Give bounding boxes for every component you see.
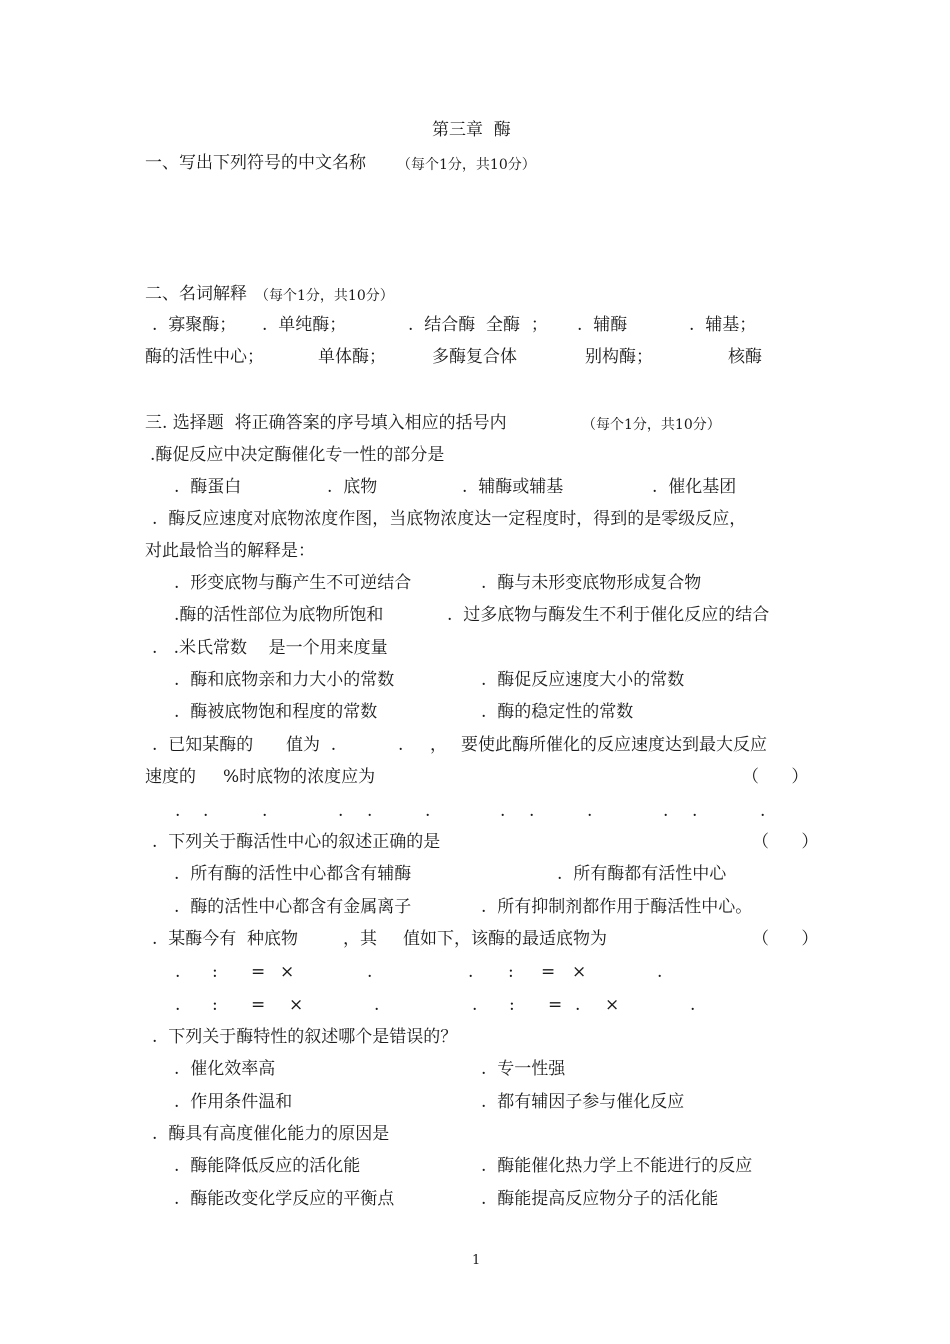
q5-option-d: . 所有抑制剂都作用于酶活性中心。 — [481, 897, 753, 917]
section2-heading: 二、名词解释 — [145, 284, 247, 304]
q5-answer-paren: （ ） — [752, 832, 819, 852]
q2-option-c: .酶的活性部位为底物所饱和 — [174, 605, 384, 625]
q4-dot: . — [338, 801, 344, 821]
q6-stem-part1: . 某酶今有 种底物 — [152, 929, 299, 949]
q6-stem-part2: ，其 — [343, 929, 377, 949]
q1-option-b: . 底物 — [327, 477, 378, 497]
q4-dot: . — [203, 801, 209, 821]
q4-answer-paren: （ ） — [742, 767, 809, 787]
q6-row2-token: . — [472, 995, 478, 1015]
section2-score: （每个1分，共10分） — [255, 288, 394, 304]
term-6: 酶的活性中心； — [145, 347, 264, 367]
q8-option-b: . 酶能催化热力学上不能进行的反应 — [481, 1156, 753, 1176]
q3-option-a: . 酶和底物亲和力大小的常数 — [174, 670, 395, 690]
q5-option-a: . 所有酶的活性中心都含有辅酶 — [174, 864, 412, 884]
q6-row2-token: . — [374, 995, 380, 1015]
q5-option-c: . 酶的活性中心都含有金属离子 — [174, 897, 412, 917]
page-number: 1 — [472, 1253, 481, 1268]
section1-heading: 一、写出下列符号的中文名称 — [145, 153, 366, 173]
q7-option-c: . 作用条件温和 — [174, 1092, 293, 1112]
term-1: . 寡聚酶； — [152, 315, 237, 335]
q1-option-c: . 辅酶或辅基 — [462, 477, 564, 497]
q6-row1-token: : — [212, 962, 218, 982]
q3-option-b: . 酶促反应速度大小的常数 — [481, 670, 685, 690]
q7-option-d: . 都有辅因子参与催化反应 — [481, 1092, 685, 1112]
q4-stem-part1: . 已知某酶的 — [152, 735, 254, 755]
q6-row2-token: . — [175, 995, 181, 1015]
q7-option-b: . 专一性强 — [481, 1059, 566, 1079]
q4-dot: . — [529, 801, 535, 821]
q6-row2-token: = — [548, 995, 563, 1015]
q6-row2-token: : — [509, 995, 515, 1015]
q3-stem: . .米氏常数 是一个用来度量 — [152, 638, 388, 658]
q4-dot: . — [760, 801, 766, 821]
q6-answer-paren: （ ） — [752, 929, 819, 949]
q4-dot: . — [425, 801, 431, 821]
q6-row1-token: . — [468, 962, 474, 982]
q4-stem-part3: . — [398, 735, 404, 755]
q7-stem: . 下列关于酶特性的叙述哪个是错误的？ — [152, 1027, 458, 1047]
q6-row2-token: = — [251, 995, 266, 1015]
section1-score: （每个1分，共10分） — [397, 157, 536, 173]
q6-stem-part3: 值如下，该酶的最适底物为 — [403, 929, 607, 949]
term-3: . 结合酶 全酶 ； — [408, 315, 548, 335]
section3-score: （每个1分，共10分） — [582, 417, 721, 433]
q5-option-b: . 所有酶都有活性中心 — [557, 864, 727, 884]
q4-dot: . — [692, 801, 698, 821]
q4-stem-part2: 值为 . — [286, 735, 337, 755]
q6-row1-token: × — [280, 962, 295, 982]
q6-row2-token: : — [212, 995, 218, 1015]
q6-row1-token: : — [508, 962, 514, 982]
q4-dot: . — [367, 801, 373, 821]
q6-row2-token: . — [575, 995, 581, 1015]
q4-dot: . — [500, 801, 506, 821]
q5-stem: . 下列关于酶活性中心的叙述正确的是 — [152, 832, 441, 852]
q2-stem-line2: 对此最恰当的解释是： — [145, 541, 315, 561]
section3-heading: 三. 选择题 将正确答案的序号填入相应的括号内 — [145, 413, 507, 433]
q4-dot: . — [262, 801, 268, 821]
q4-dot: . — [663, 801, 669, 821]
q6-row2-token: × — [289, 995, 304, 1015]
q1-option-a: . 酶蛋白 — [174, 477, 242, 497]
q8-option-a: . 酶能降低反应的活化能 — [174, 1156, 361, 1176]
q4-dot: . — [175, 801, 181, 821]
term-5: . 辅基； — [689, 315, 757, 335]
q1-stem: .酶促反应中决定酶催化专一性的部分是 — [150, 445, 445, 465]
q4-dot: . — [587, 801, 593, 821]
q4-stem-part5: 要使此酶所催化的反应速度达到最大反应 — [461, 735, 767, 755]
q4-stem-part4: ， — [430, 735, 447, 755]
q6-row2-token: × — [605, 995, 620, 1015]
q3-option-d: . 酶的稳定性的常数 — [481, 702, 634, 722]
q8-option-c: . 酶能改变化学反应的平衡点 — [174, 1189, 395, 1209]
chapter-title: 第三章 酶 — [432, 120, 511, 140]
q2-stem-line1: . 酶反应速度对底物浓度作图，当底物浓度达一定程度时，得到的是零级反应， — [152, 509, 747, 529]
q3-option-c: . 酶被底物饱和程度的常数 — [174, 702, 378, 722]
q6-row1-token: × — [572, 962, 587, 982]
term-7: 单体酶； — [318, 347, 386, 367]
q6-row1-token: = — [541, 962, 556, 982]
q4-stem-line2: 速度的 %时底物的浓度应为 — [145, 767, 376, 787]
q6-row1-token: . — [367, 962, 373, 982]
q8-option-d: . 酶能提高反应物分子的活化能 — [481, 1189, 719, 1209]
q7-option-a: . 催化效率高 — [174, 1059, 276, 1079]
term-10: 核酶 — [728, 347, 762, 367]
q6-row1-token: . — [657, 962, 663, 982]
q6-row1-token: = — [251, 962, 266, 982]
term-9: 别构酶； — [585, 347, 653, 367]
q6-row2-token: . — [690, 995, 696, 1015]
term-8: 多酶复合体 — [432, 347, 517, 367]
term-4: . 辅酶 — [577, 315, 628, 335]
q2-option-b: . 酶与未形变底物形成复合物 — [481, 573, 702, 593]
q2-option-d: . 过多底物与酶发生不利于催化反应的结合 — [447, 605, 770, 625]
q1-option-d: . 催化基团 — [652, 477, 737, 497]
q8-stem: . 酶具有高度催化能力的原因是 — [152, 1124, 390, 1144]
q2-option-a: . 形变底物与酶产生不可逆结合 — [174, 573, 412, 593]
term-2: . 单纯酶； — [262, 315, 347, 335]
q6-row1-token: . — [175, 962, 181, 982]
